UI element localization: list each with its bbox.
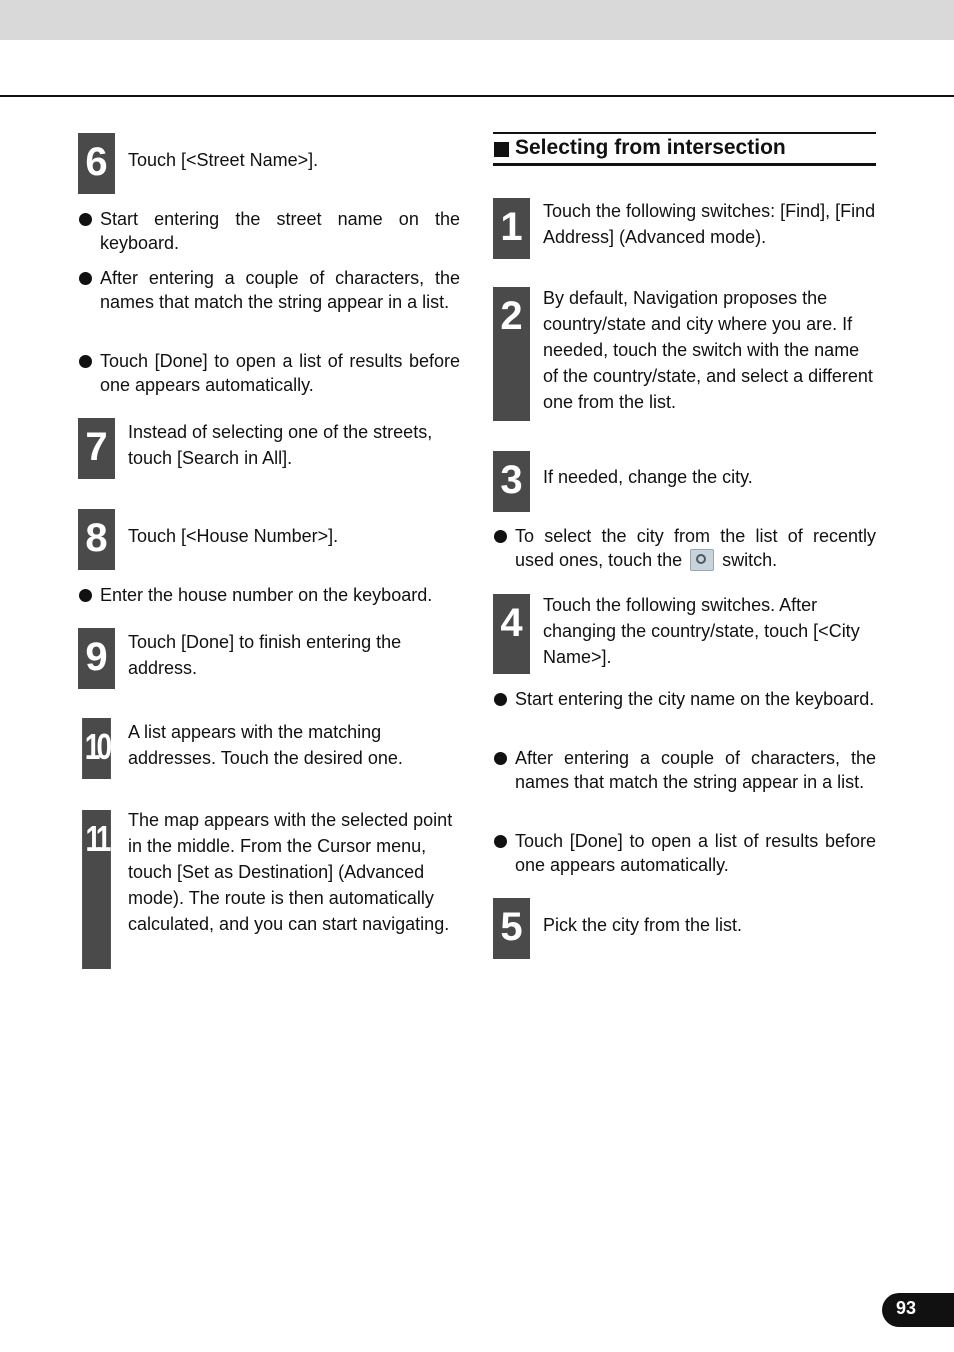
step-number: 8 — [78, 509, 115, 570]
bullet-text: Start entering the city name on the keyboard. — [515, 689, 875, 709]
step-text: A list appears with the matching addresses. Touch the desired one. — [128, 722, 403, 768]
list-item — [493, 524, 876, 572]
step-text: Pick the city from the list. — [543, 915, 743, 935]
bullet-text: To select the city from the list of recently used ones, touch the — [515, 526, 876, 570]
bullet-icon — [494, 530, 507, 543]
step-number: 2 — [493, 287, 530, 421]
bullet-text: Enter the house number on the keyboard. — [100, 585, 433, 605]
list-item — [78, 266, 460, 314]
bullet-icon — [494, 693, 507, 706]
step-number: 3 — [493, 451, 530, 512]
step-number: 5 — [493, 898, 530, 959]
step-text: Touch [<Street Name>]. — [128, 150, 319, 170]
recent-cities-icon — [690, 549, 714, 571]
bullet-icon — [494, 752, 507, 765]
step-text: If needed, change the city. — [543, 467, 753, 487]
step-text: Touch [<House Number>]. — [128, 526, 339, 546]
section-title: Selecting from intersection — [515, 136, 786, 159]
step-number: 1 — [493, 198, 530, 259]
step-text: Instead of selecting one of the streets, touch [Search in All]. — [128, 422, 433, 468]
list-item — [493, 829, 876, 877]
page-number: 93 — [882, 1293, 954, 1327]
header-band — [0, 0, 954, 40]
list-item — [493, 746, 876, 794]
step-text: The map appears with the selected point in the middle. From the Cursor menu, touch [Set as Destination] (Advanced mode). The route is then automatically calculated, and you can start navigating. — [128, 810, 453, 934]
bullet-icon — [79, 272, 92, 285]
step-number: 7 — [78, 418, 115, 479]
bullet-icon — [79, 589, 92, 602]
list-item — [493, 687, 876, 711]
step-text: Touch the following switches: [Find], [Find Address] (Advanced mode). — [543, 201, 876, 247]
step-number: 9 — [78, 628, 115, 689]
square-icon — [494, 142, 509, 157]
step-text: Touch [Done] to finish entering the address. — [128, 632, 402, 678]
bullet-icon — [494, 835, 507, 848]
list-item — [78, 349, 460, 397]
step-number: 6 — [78, 133, 115, 194]
step-text: By default, Navigation proposes the country/state and city where you are. If needed, touch the switch with the name of the country/state, and select a different one from the list. — [543, 288, 873, 412]
step-number: 11 — [82, 810, 111, 969]
bullet-text: Touch [Done] to open a list of results before one appears automatically. — [100, 351, 460, 395]
bullet-icon — [79, 213, 92, 226]
list-item — [78, 583, 460, 607]
bullet-text: Start entering the street name on the keyboard. — [100, 209, 460, 253]
bullet-text: After entering a couple of characters, the names that match the string appear in a list. — [515, 748, 876, 792]
bullet-text: switch. — [722, 550, 778, 570]
step-number: 4 — [493, 594, 530, 674]
header-rule — [0, 95, 954, 97]
bullet-icon — [79, 355, 92, 368]
step-number: 10 — [82, 718, 111, 779]
section-heading — [493, 132, 876, 166]
step-text: Touch the following switches. After changing the country/state, touch [<City Name>]. — [543, 595, 860, 667]
bullet-text: After entering a couple of characters, the names that match the string appear in a list. — [100, 268, 460, 312]
bullet-text: Touch [Done] to open a list of results before one appears automatically. — [515, 831, 876, 875]
list-item — [78, 207, 460, 255]
